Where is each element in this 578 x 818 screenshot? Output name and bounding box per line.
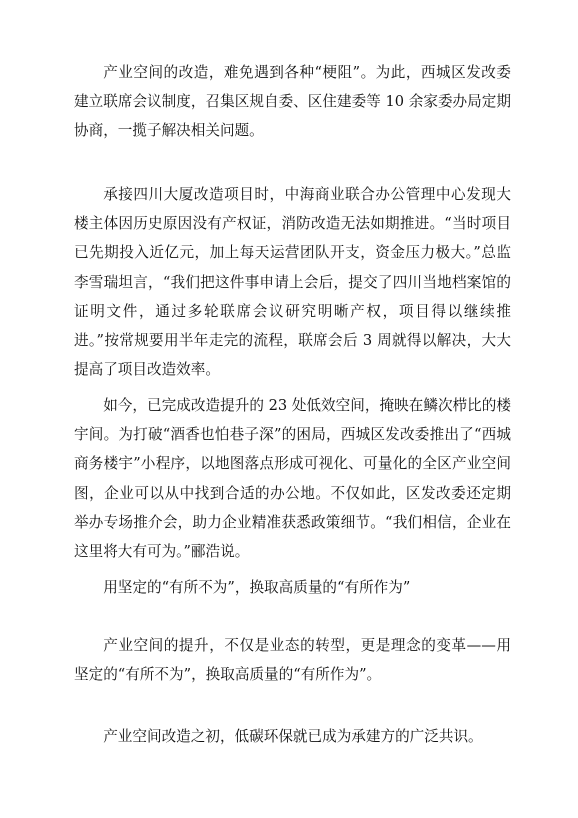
body-paragraph: 产业空间的改造，难免遇到各种“梗阻”。为此，西城区发改委建立联席会议制度，召集区规自委、区住建委等 10 余家委办局定期协商，一揽子解决相关问题。 <box>74 64 511 140</box>
section-heading: 用坚定的“有所不为”，换取高质量的“有所作为” <box>103 579 411 596</box>
body-paragraph: 如今，已完成改造提升的 23 处低效空间，掩映在鳞次栉比的楼宇间。为打破“酒香也怕巷子深”的困局，西城区发改委推出了“西城商务楼宇”小程序，以地图落点形成可视化、可量化的全区产业空间图，企业可以从中找到合适的办公地。不仅如此，区发改委还定期举办专场推介会，助力企业精准获悉政策细节。“我们相信，企业在这里将大有可为。”郦浩说。 <box>74 397 511 561</box>
body-paragraph: 产业空间改造之初，低碳环保就已成为承建方的广泛共识。 <box>103 728 483 745</box>
body-paragraph: 承接四川大厦改造项目时，中海商业联合办公管理中心发现大楼主体因历史原因没有产权证，消防改造无法如期推进。“当时项目已先期投入近亿元，加上每天运营团队开支，资金压力极大。”总监李雪瑞坦言，“我们把这件事申请上会后，提交了四川当地档案馆的证明文件，通过多轮联席会议研究明晰产权，项目得以继续推进。”按常规要用半年走完的流程，联席会后 3 周就得以解决，大大提高了项目改造效率。 <box>74 186 511 379</box>
body-paragraph: 产业空间的提升，不仅是业态的转型，更是理念的变革——用坚定的“有所不为”，换取高质量的“有所作为”。 <box>74 637 511 684</box>
